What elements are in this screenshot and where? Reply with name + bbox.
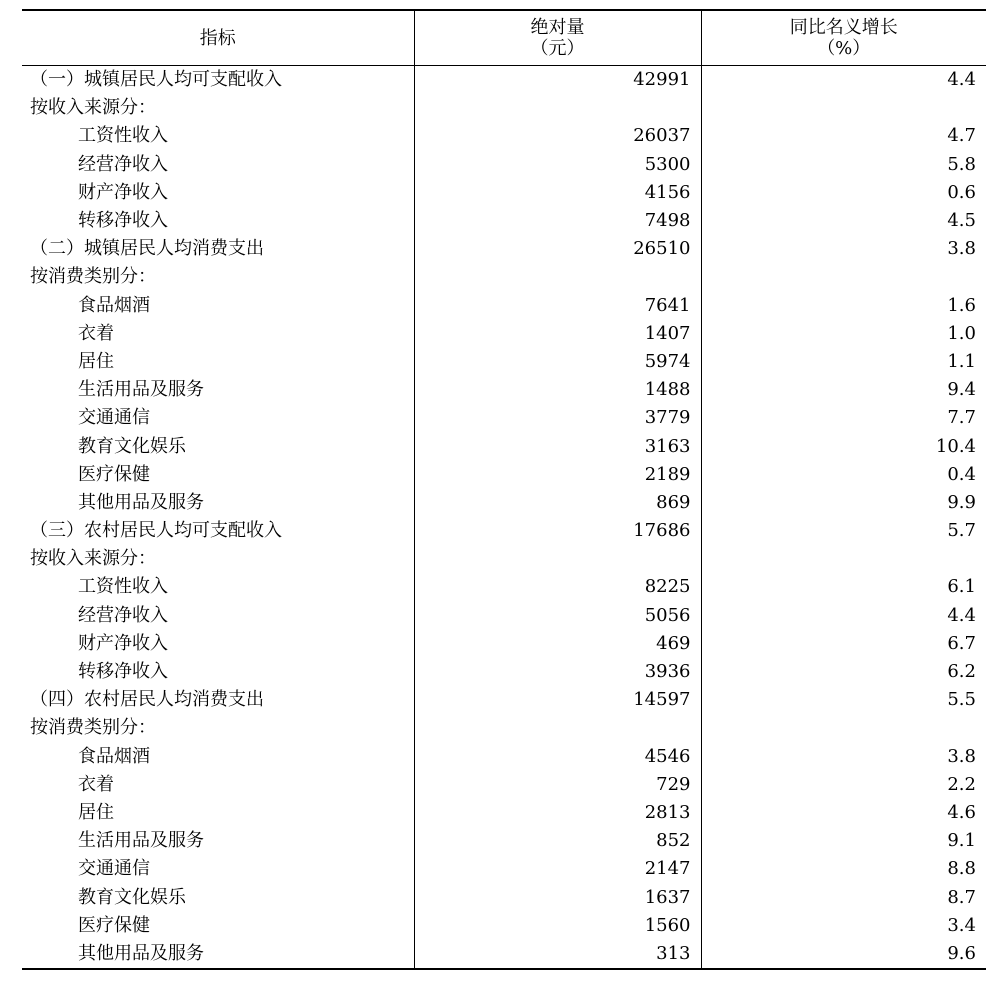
growth-value-cell: 2.2 [701,771,986,799]
growth-value-cell: 7.7 [701,404,986,432]
indicator-cell: 转移净收入 [78,210,168,232]
table-row [22,348,986,376]
table-row [22,827,986,855]
table-body [22,66,986,970]
table-row [22,320,986,348]
absolute-value-cell: 26037 [414,122,701,150]
table-row [22,912,986,940]
absolute-value-cell: 42991 [414,66,701,95]
indicator-cell: 财产净收入 [78,632,168,654]
absolute-value-cell: 7641 [414,292,701,320]
table-row [22,883,986,911]
table-row [22,799,986,827]
table-row [22,292,986,320]
absolute-value-cell: 17686 [414,517,701,545]
indicator-cell: 财产净收入 [78,181,168,203]
header-absolute [414,10,701,66]
absolute-value-cell: 852 [414,827,701,855]
table-row [22,545,986,573]
table-row [22,207,986,235]
indicator-cell: 食品烟酒 [78,294,150,316]
table-row [22,940,986,969]
indicator-cell: 医疗保健 [78,914,150,936]
absolute-value-cell: 313 [414,940,701,969]
header-growth [701,10,986,66]
growth-value-cell: 6.1 [701,573,986,601]
growth-value-cell: 3.8 [701,235,986,263]
growth-value-cell [701,94,986,122]
indicator-cell: 教育文化娱乐 [78,886,186,908]
indicator-cell: 医疗保健 [78,463,150,485]
indicator-cell: 交通通信 [78,407,150,429]
indicator-cell: 其他用品及服务 [78,491,204,513]
indicator-cell: （四）农村居民人均消费支出 [30,689,264,711]
growth-value-cell: 0.4 [701,461,986,489]
growth-value-cell: 6.7 [701,630,986,658]
table-row [22,461,986,489]
growth-value-cell: 5.5 [701,686,986,714]
absolute-value-cell: 14597 [414,686,701,714]
table-row [22,855,986,883]
table-row [22,122,986,150]
growth-value-cell: 5.7 [701,517,986,545]
table-row [22,686,986,714]
absolute-value-cell: 729 [414,771,701,799]
absolute-value-cell: 4156 [414,179,701,207]
header-growth-title: 同比名义增长 [789,17,898,38]
absolute-value-cell: 3779 [414,404,701,432]
absolute-value-cell: 2813 [414,799,701,827]
indicator-cell: 工资性收入 [78,576,168,598]
header-row [22,10,986,66]
growth-value-cell [701,714,986,742]
growth-value-cell: 8.7 [701,883,986,911]
growth-value-cell: 4.4 [701,602,986,630]
indicator-cell: 衣着 [78,322,114,344]
table-row [22,489,986,517]
indicator-cell: 生活用品及服务 [78,830,204,852]
indicator-cell: 交通通信 [78,858,150,880]
indicator-cell: （三）农村居民人均可支配收入 [30,520,282,542]
absolute-value-cell: 3163 [414,432,701,460]
growth-value-cell: 4.5 [701,207,986,235]
indicator-cell: 转移净收入 [78,661,168,683]
table-row [22,94,986,122]
absolute-value-cell: 1488 [414,376,701,404]
absolute-value-cell: 3936 [414,658,701,686]
growth-value-cell: 9.4 [701,376,986,404]
indicator-cell: 工资性收入 [78,125,168,147]
growth-value-cell: 1.0 [701,320,986,348]
header-indicator: 指标 [22,10,414,66]
absolute-value-cell: 5300 [414,151,701,179]
absolute-value-cell: 469 [414,630,701,658]
table-row [22,630,986,658]
header-absolute-unit: （元） [530,38,585,59]
absolute-value-cell: 4546 [414,743,701,771]
indicator-cell: （二）城镇居民人均消费支出 [30,238,264,260]
table-row [22,714,986,742]
absolute-value-cell [414,263,701,291]
growth-value-cell: 5.8 [701,151,986,179]
table-row [22,179,986,207]
table-row [22,376,986,404]
absolute-value-cell [414,714,701,742]
growth-value-cell: 9.6 [701,940,986,969]
absolute-value-cell: 1407 [414,320,701,348]
table-header [22,10,986,66]
growth-value-cell: 8.8 [701,855,986,883]
absolute-value-cell: 5056 [414,602,701,630]
header-absolute-title: 绝对量 [530,17,585,38]
table-row [22,771,986,799]
table-row [22,743,986,771]
indicator-cell: 居住 [78,350,114,372]
header-growth-unit: （%） [817,38,871,59]
table-row [22,151,986,179]
absolute-value-cell: 1637 [414,883,701,911]
absolute-value-cell [414,94,701,122]
indicator-cell: 其他用品及服务 [22,940,414,969]
growth-value-cell: 3.8 [701,743,986,771]
absolute-value-cell: 26510 [414,235,701,263]
table-row [22,517,986,545]
growth-value-cell: 6.2 [701,658,986,686]
absolute-value-cell: 2147 [414,855,701,883]
table-row [22,66,986,95]
indicator-cell: 衣着 [78,773,114,795]
table-row [22,658,986,686]
absolute-value-cell: 8225 [414,573,701,601]
growth-value-cell: 4.4 [701,66,986,95]
absolute-value-cell: 5974 [414,348,701,376]
absolute-value-cell [414,545,701,573]
table-row [22,235,986,263]
growth-value-cell: 3.4 [701,912,986,940]
table-row [22,263,986,291]
indicator-cell: 教育文化娱乐 [78,435,186,457]
growth-value-cell: 0.6 [701,179,986,207]
growth-value-cell: 4.7 [701,122,986,150]
table-row [22,404,986,432]
indicator-cell: 生活用品及服务 [78,379,204,401]
indicator-cell: 按消费类别分： [30,717,156,739]
indicator-cell: （一）城镇居民人均可支配收入 [30,69,282,91]
growth-value-cell [701,263,986,291]
indicator-cell: 居住 [78,801,114,823]
indicator-cell: 经营净收入 [78,153,168,175]
income-expenditure-table [22,9,986,970]
indicator-cell: 按收入来源分： [30,548,156,570]
indicator-cell: 按消费类别分： [30,266,156,288]
indicator-cell: 经营净收入 [78,604,168,626]
absolute-value-cell: 7498 [414,207,701,235]
table-row [22,602,986,630]
indicator-cell: 食品烟酒 [78,745,150,767]
growth-value-cell: 4.6 [701,799,986,827]
indicator-cell: 按收入来源分： [30,97,156,119]
table-row [22,573,986,601]
table-row [22,432,986,460]
growth-value-cell: 1.6 [701,292,986,320]
growth-value-cell: 1.1 [701,348,986,376]
absolute-value-cell: 869 [414,489,701,517]
growth-value-cell [701,545,986,573]
growth-value-cell: 9.9 [701,489,986,517]
growth-value-cell: 9.1 [701,827,986,855]
absolute-value-cell: 1560 [414,912,701,940]
growth-value-cell: 10.4 [701,432,986,460]
absolute-value-cell: 2189 [414,461,701,489]
